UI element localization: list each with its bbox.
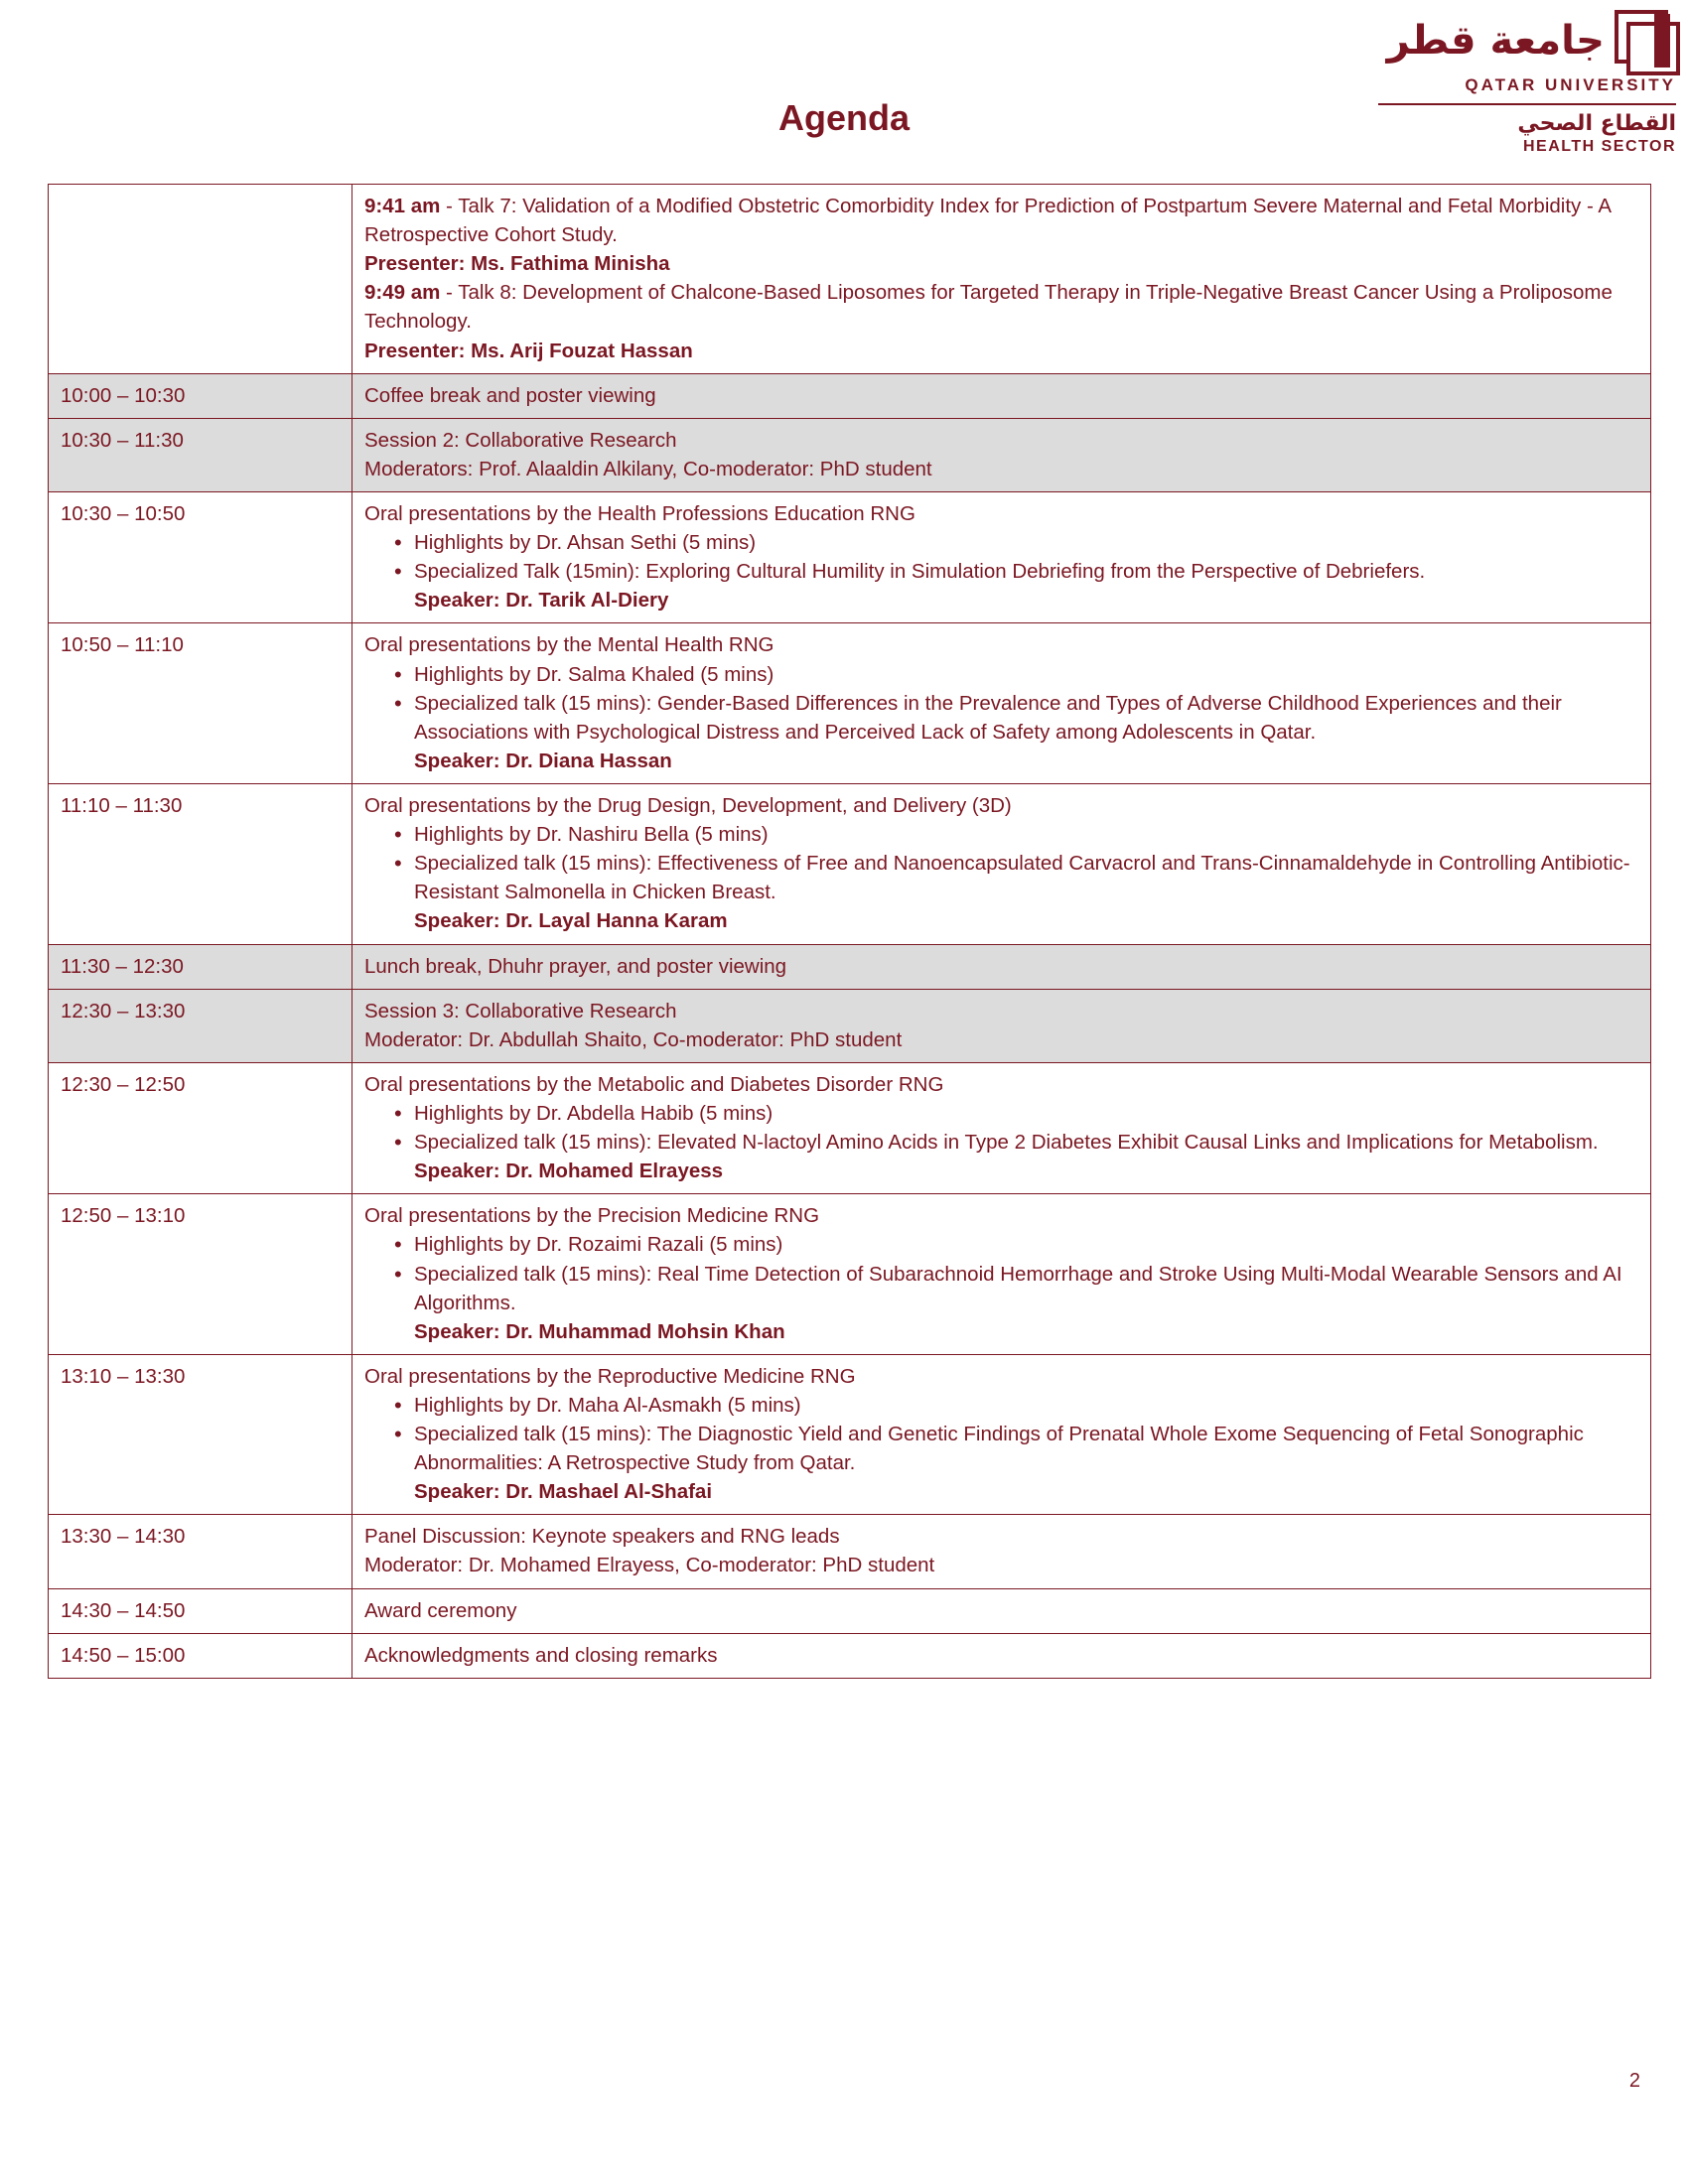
speaker-line: Speaker: Dr. Mashael Al-Shafai	[414, 1480, 713, 1504]
agenda-time-cell: 12:30 – 12:50	[49, 1062, 352, 1193]
presenter-line: Presenter: Ms. Arij Fouzat Hassan	[364, 339, 693, 362]
agenda-text-line: Award ceremony	[364, 1598, 517, 1622]
agenda-bullet-list	[364, 660, 1640, 747]
table-row	[49, 1062, 1651, 1193]
agenda-time-cell: 12:50 – 13:10	[49, 1194, 352, 1355]
talk-line: 9:41 am - Talk 7: Validation of a Modified Obstetric Comorbidity Index for Prediction of Postpartum Severe Maternal and Fetal Morbidity - A Retrospective Cohort Study.	[364, 195, 1611, 247]
agenda-detail-cell	[352, 373, 1651, 418]
agenda-detail-cell	[352, 1588, 1651, 1633]
agenda-text-line: Moderators: Prof. Alaaldin Alkilany, Co-moderator: PhD student	[364, 457, 932, 480]
agenda-bullet-list	[364, 820, 1640, 906]
agenda-text-line: Panel Discussion: Keynote speakers and RNG leads	[364, 1525, 840, 1549]
table-row	[49, 783, 1651, 944]
table-row	[49, 1194, 1651, 1355]
agenda-detail-cell	[352, 185, 1651, 374]
list-item: • Specialized Talk (15min): Exploring Cultural Humility in Simulation Debriefing from the Perspective of Debriefers.	[394, 557, 1640, 586]
agenda-text-line: Oral presentations by the Drug Design, Development, and Delivery (3D)	[364, 793, 1012, 817]
list-item: • Specialized talk (15 mins): Real Time Detection of Subarachnoid Hemorrhage and Stroke Using Multi-Modal Wearable Sensors and AI Algorithms.	[394, 1260, 1640, 1317]
agenda-bullet-list	[364, 528, 1640, 586]
agenda-bullet-list	[364, 1099, 1640, 1157]
agenda-time-cell: 14:50 – 15:00	[49, 1633, 352, 1678]
agenda-time-cell: 10:30 – 11:30	[49, 418, 352, 491]
list-item: • Highlights by Dr. Rozaimi Razali (5 mins)	[394, 1230, 1640, 1259]
health-sector-english: HEALTH SECTOR	[1522, 138, 1676, 155]
agenda-text-line: Session 2: Collaborative Research	[364, 428, 677, 452]
logo-top-row	[1279, 10, 1676, 71]
list-item: • Highlights by Dr. Nashiru Bella (5 mins)	[394, 820, 1640, 849]
agenda-time-cell	[49, 185, 352, 374]
agenda-time-cell: 13:30 – 14:30	[49, 1515, 352, 1588]
speaker-line: Speaker: Dr. Muhammad Mohsin Khan	[414, 1319, 785, 1343]
agenda-time-cell: 12:30 – 13:30	[49, 989, 352, 1062]
agenda-detail-cell	[352, 1354, 1651, 1515]
agenda-text-line: Coffee break and poster viewing	[364, 383, 656, 407]
agenda-time-cell: 10:50 – 11:10	[49, 623, 352, 784]
agenda-text-line: Lunch break, Dhuhr prayer, and poster viewing	[364, 954, 787, 978]
agenda-text-line: Oral presentations by the Health Professions Education RNG	[364, 501, 915, 525]
page-number: 2	[1628, 2070, 1640, 2092]
university-name-english: QATAR UNIVERSITY	[1465, 75, 1676, 94]
speaker-line: Speaker: Dr. Layal Hanna Karam	[414, 909, 728, 933]
speaker-line: Speaker: Dr. Diana Hassan	[414, 749, 672, 772]
agenda-detail-cell	[352, 783, 1651, 944]
document-header	[0, 0, 1688, 174]
list-item: • Specialized talk (15 mins): Effectiveness of Free and Nanoencapsulated Carvacrol and Trans-Cinnamaldehyde in Controlling Antibiotic-Resistant Salmonella in Chicken Breast.	[394, 849, 1640, 906]
list-item: • Specialized talk (15 mins): Elevated N-lactoyl Amino Acids in Type 2 Diabetes Exhibit Causal Links and Implications for Metabolism.	[394, 1128, 1640, 1157]
agenda-detail-cell	[352, 944, 1651, 989]
agenda-detail-cell	[352, 1062, 1651, 1193]
agenda-text-line: Oral presentations by the Precision Medicine RNG	[364, 1204, 820, 1228]
agenda-time-cell: 10:00 – 10:30	[49, 373, 352, 418]
university-name-arabic: جامعة قطر	[1386, 18, 1605, 64]
agenda-text-line: Oral presentations by the Metabolic and Diabetes Disorder RNG	[364, 1072, 944, 1096]
university-emblem-icon	[1615, 10, 1676, 71]
agenda-detail-cell	[352, 1194, 1651, 1355]
agenda-detail-cell	[352, 491, 1651, 622]
table-row	[49, 944, 1651, 989]
agenda-detail-cell	[352, 1633, 1651, 1678]
agenda-table	[48, 184, 1651, 1679]
list-item: • Specialized talk (15 mins): The Diagnostic Yield and Genetic Findings of Prenatal Whole Exome Sequencing of Fetal Sonographic Abnormalities: A Retrospective Study from Qatar.	[394, 1420, 1640, 1477]
agenda-time-cell: 11:30 – 12:30	[49, 944, 352, 989]
agenda-text-line: Moderator: Dr. Abdullah Shaito, Co-moderator: PhD student	[364, 1027, 903, 1051]
agenda-text-line: Moderator: Dr. Mohamed Elrayess, Co-moderator: PhD student	[364, 1554, 935, 1577]
talk-time: 9:41 am	[364, 195, 441, 217]
table-row	[49, 623, 1651, 784]
agenda-text-line: Oral presentations by the Reproductive Medicine RNG	[364, 1364, 856, 1388]
table-row	[49, 1588, 1651, 1633]
list-item: • Highlights by Dr. Ahsan Sethi (5 mins)	[394, 528, 1640, 557]
table-row	[49, 491, 1651, 622]
agenda-time-cell: 11:10 – 11:30	[49, 783, 352, 944]
talk-line: 9:49 am - Talk 8: Development of Chalcone-Based Liposomes for Targeted Therapy in Triple-Negative Breast Cancer Using a Proliposome Technology.	[364, 281, 1613, 334]
page-title: Agenda	[777, 97, 910, 138]
list-item: • Highlights by Dr. Abdella Habib (5 mins)	[394, 1099, 1640, 1128]
agenda-detail-cell	[352, 418, 1651, 491]
table-row	[49, 418, 1651, 491]
agenda-text-line: Oral presentations by the Mental Health RNG	[364, 633, 774, 657]
list-item: • Specialized talk (15 mins): Gender-Based Differences in the Prevalence and Types of Adverse Childhood Experiences and their Associations with Psychological Distress and Perceived Lack of Safety among Adolescents in Qatar.	[394, 689, 1640, 747]
health-sector-arabic: القطاع الصحي	[1517, 111, 1676, 136]
table-row	[49, 1354, 1651, 1515]
table-row	[49, 373, 1651, 418]
agenda-time-cell: 10:30 – 10:50	[49, 491, 352, 622]
agenda-time-cell: 14:30 – 14:50	[49, 1588, 352, 1633]
agenda-detail-cell	[352, 623, 1651, 784]
talk-time: 9:49 am	[364, 281, 441, 305]
agenda-detail-cell	[352, 989, 1651, 1062]
speaker-line: Speaker: Dr. Mohamed Elrayess	[414, 1160, 724, 1183]
list-item: • Highlights by Dr. Maha Al-Asmakh (5 mins)	[394, 1391, 1640, 1420]
table-row	[49, 989, 1651, 1062]
agenda-text-line: Acknowledgments and closing remarks	[364, 1643, 718, 1667]
presenter-line: Presenter: Ms. Fathima Minisha	[364, 252, 670, 276]
agenda-time-cell: 13:10 – 13:30	[49, 1354, 352, 1515]
table-row	[49, 1515, 1651, 1588]
table-row	[49, 185, 1651, 374]
agenda-text-line: Session 3: Collaborative Research	[364, 999, 677, 1023]
list-item: • Highlights by Dr. Salma Khaled (5 mins)	[394, 660, 1640, 689]
agenda-bullet-list	[364, 1391, 1640, 1477]
agenda-detail-cell	[352, 1515, 1651, 1588]
agenda-bullet-list	[364, 1230, 1640, 1316]
speaker-line: Speaker: Dr. Tarik Al-Diery	[414, 589, 669, 613]
table-row	[49, 1633, 1651, 1678]
